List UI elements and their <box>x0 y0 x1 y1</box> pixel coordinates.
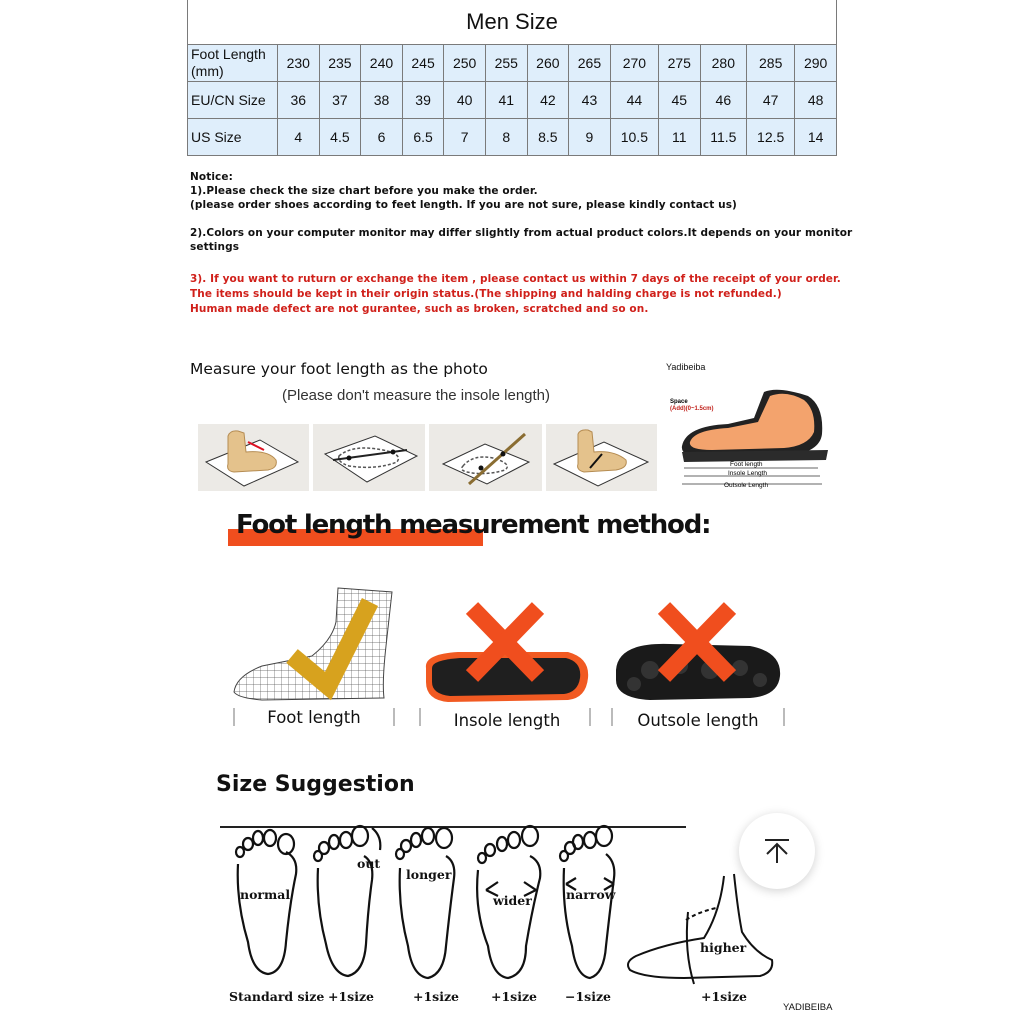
table-cell: 14 <box>795 119 837 156</box>
notice-warning-line: Human made defect are not gurantee, such as broken, scratched and so on. <box>190 303 649 315</box>
diagram-outsole-length: Outsole Length <box>724 482 769 489</box>
measure-photo-step-4 <box>546 424 657 491</box>
size-label-out: +1size <box>328 989 375 1004</box>
brand-footer: YADIBEIBA <box>783 1002 833 1013</box>
foot-label-wider: wider <box>493 893 532 908</box>
foot-normal-icon <box>236 830 296 974</box>
measure-title: Measure your foot length as the photo <box>190 360 488 378</box>
foot-label-narrow: narrow <box>566 887 616 902</box>
table-cell: 6 <box>361 119 403 156</box>
table-cell: 39 <box>402 82 444 119</box>
outline-on-paper-icon <box>313 424 425 491</box>
table-cell: 48 <box>795 82 837 119</box>
size-label-standard: Standard size <box>229 989 325 1004</box>
table-cell: 44 <box>610 82 658 119</box>
row-label: US Size <box>188 119 278 156</box>
ruler-on-paper-icon <box>429 424 542 491</box>
foot-narrow-icon <box>560 826 614 978</box>
table-cell: 250 <box>444 45 486 82</box>
method-label-outsole: Outsole length <box>637 711 759 730</box>
table-row <box>188 119 837 156</box>
size-table-title: Men Size <box>188 0 837 45</box>
table-cell: 230 <box>278 45 320 82</box>
row-label: Foot Length (mm) <box>188 45 278 82</box>
notice-line: (please order shoes according to feet length. If you are not sure, please kindly contact us) <box>190 199 737 211</box>
table-cell: 11.5 <box>700 119 746 156</box>
table-cell: 12.5 <box>747 119 795 156</box>
scroll-to-top-icon <box>762 836 792 866</box>
table-cell: 42 <box>527 82 569 119</box>
table-cell: 265 <box>569 45 611 82</box>
table-cell: 11 <box>658 119 700 156</box>
table-cell: 290 <box>795 45 837 82</box>
foot-on-paper-check-icon <box>546 424 657 491</box>
measure-subtitle: (Please don't measure the insole length) <box>282 387 551 404</box>
foot-label-out: out <box>357 856 381 871</box>
foot-in-shoe-icon <box>668 372 838 494</box>
table-cell: 41 <box>485 82 527 119</box>
table-cell: 9 <box>569 119 611 156</box>
notice-warning-line: The items should be kept in their origin status.(The shipping and halding charge is not refunded.) <box>190 288 782 300</box>
space-label: Space <box>670 399 688 405</box>
table-cell: 235 <box>319 45 361 82</box>
table-cell: 45 <box>658 82 700 119</box>
table-cell: 280 <box>700 45 746 82</box>
diagram-foot-length: Foot length <box>730 461 763 468</box>
scroll-to-top-button[interactable] <box>739 813 815 889</box>
foot-higher-icon <box>624 872 794 990</box>
notice-line: settings <box>190 241 240 253</box>
size-label-longer: +1size <box>413 989 460 1004</box>
foot-label-normal: normal <box>240 887 291 902</box>
table-cell: 245 <box>402 45 444 82</box>
table-cell: 38 <box>361 82 403 119</box>
table-cell: 240 <box>361 45 403 82</box>
notice-heading: Notice: <box>190 171 233 183</box>
table-cell: 46 <box>700 82 746 119</box>
size-table <box>187 0 837 156</box>
method-foot-figure <box>232 586 398 728</box>
table-cell: 37 <box>319 82 361 119</box>
notice-warning-line: 3). If you want to ruturn or exchange the item , please contact us within 7 days of the receipt of your order. <box>190 273 841 285</box>
foot-longer-icon <box>396 828 454 978</box>
shoe-space-diagram <box>668 372 838 494</box>
notice-line: 1).Please check the size chart before you make the order. <box>190 185 538 197</box>
notice-line: 2).Colors on your computer monitor may differ slightly from actual product colors.It depends on your monitor <box>190 227 853 239</box>
table-cell: 285 <box>747 45 795 82</box>
size-suggestion-title: Size Suggestion <box>216 772 415 797</box>
size-label-wider: +1size <box>491 989 538 1004</box>
table-row <box>188 45 837 82</box>
insole-icon <box>418 600 592 728</box>
table-cell: 10.5 <box>610 119 658 156</box>
table-cell: 260 <box>527 45 569 82</box>
diagram-insole-length: Insole Length <box>728 470 768 477</box>
brand-label: Yadibeiba <box>666 362 706 372</box>
table-cell: 8 <box>485 119 527 156</box>
measure-photo-step-2 <box>313 424 425 491</box>
table-cell: 36 <box>278 82 320 119</box>
foot-label-longer: longer <box>406 867 452 882</box>
measure-photo-step-1 <box>198 424 309 491</box>
method-title: Foot length measurement method: <box>236 510 711 540</box>
row-label: EU/CN Size <box>188 82 278 119</box>
wireframe-foot-icon <box>232 586 398 728</box>
foot-out-icon <box>314 826 380 976</box>
table-cell: 7 <box>444 119 486 156</box>
measure-photo-step-3 <box>429 424 542 491</box>
foot-label-higher: higher <box>700 940 747 955</box>
outsole-icon <box>610 600 786 728</box>
space-value: (Add)(0~1.5cm) <box>670 406 714 412</box>
table-cell: 47 <box>747 82 795 119</box>
table-cell: 275 <box>658 45 700 82</box>
method-outsole-figure <box>610 600 786 728</box>
table-row <box>188 82 837 119</box>
table-cell: 4.5 <box>319 119 361 156</box>
table-cell: 40 <box>444 82 486 119</box>
size-label-narrow: −1size <box>565 989 612 1004</box>
foot-on-paper-icon <box>198 424 309 491</box>
size-label-higher: +1size <box>701 989 748 1004</box>
method-insole-figure <box>418 600 592 728</box>
table-cell: 8.5 <box>527 119 569 156</box>
table-cell: 270 <box>610 45 658 82</box>
table-cell: 4 <box>278 119 320 156</box>
table-cell: 6.5 <box>402 119 444 156</box>
method-label-foot: Foot length <box>267 708 361 727</box>
table-cell: 255 <box>485 45 527 82</box>
method-label-insole: Insole length <box>453 711 561 730</box>
table-cell: 43 <box>569 82 611 119</box>
